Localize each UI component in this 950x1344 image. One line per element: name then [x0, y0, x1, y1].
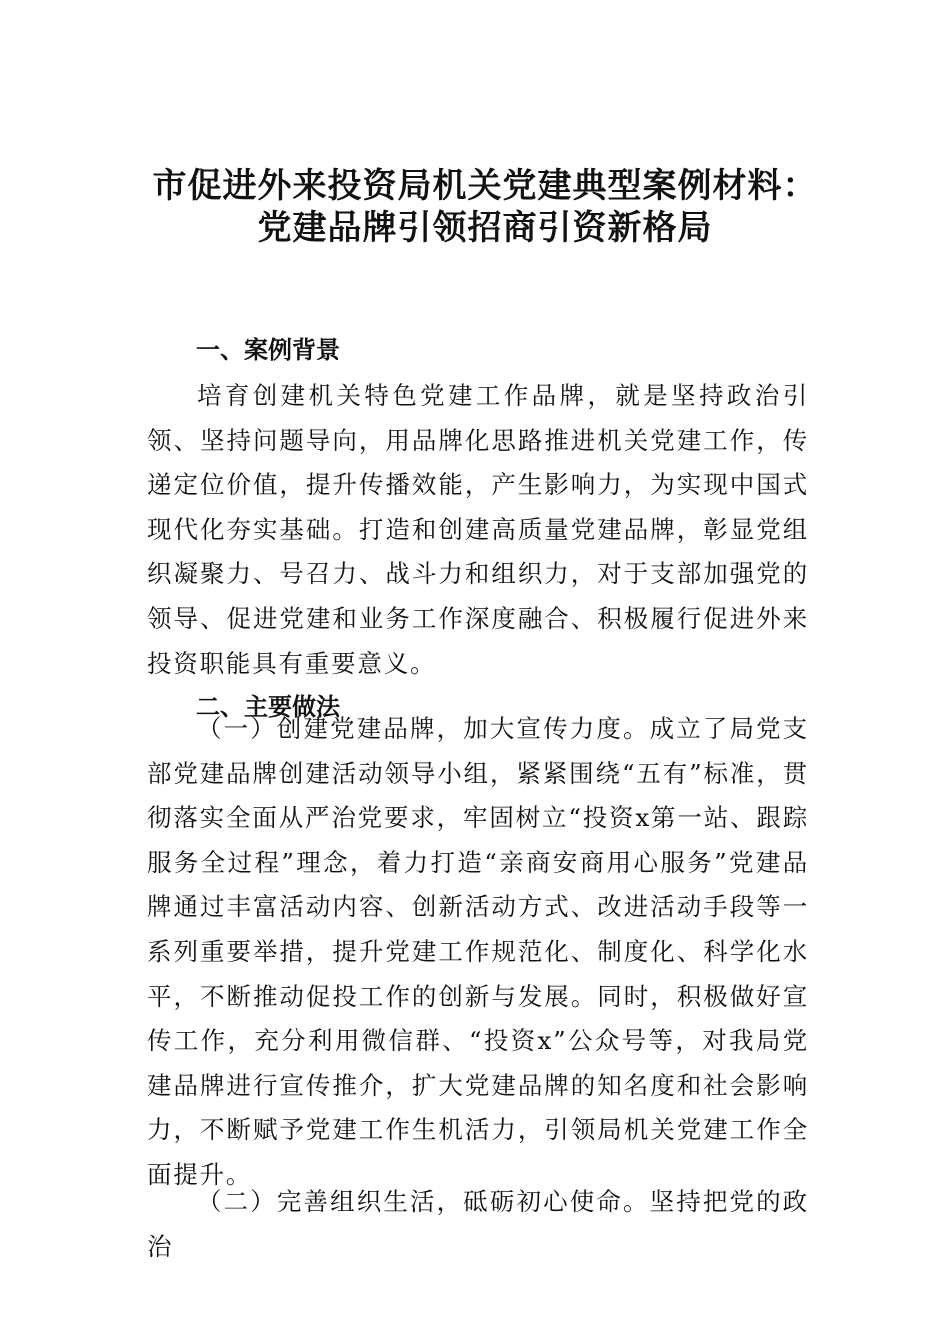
background-paragraph: 培育创建机关特色党建工作品牌，就是坚持政治引领、坚持问题导向，用品牌化思路推进机关党建工作，传递定位价值，提升传播效能，产生影响力，为实现中国式现代化夯实基础。打造和创建高质量党建品牌，彰显党组织凝聚力、号召力、战斗力和组织力，对于支部加强党的领导、促进党建和业务工作深度融合、积极履行促进外来投资职能具有重要意义。	[147, 381, 809, 678]
section-heading-main-practices: 二、主要做法	[196, 693, 340, 721]
practice-paragraph-2-lead: （二）完善组织生活，砥砺初心使命。	[197, 1187, 650, 1216]
practice-paragraph-1-text: 成立了局党支部党建品牌创建活动领导小组，紧紧围绕“五有”标准，贯彻落实全面从严治党要求，牢固树立“投资x第一站、跟踪服务全过程”理念，着力打造“亲商安商用心服务”党建品牌通过丰富活动内容、创新活动方式、改进活动手段等一系列重要举措，提升党建工作规范化、制度化、科学化水平，不断推动促投工作的创新与发展。同时，积极做好宣传工作，充分利用微信群、“投资x”公众号等，对我局党建品牌进行宣传推介，扩大党建品牌的知名度和社会影响力，不断赋予党建工作生机活力，引领局机关党建工作全面提升。	[147, 714, 809, 1189]
practice-paragraph-2-text: 坚持把党的政治	[147, 1187, 809, 1261]
document-title-line-1: 市促进外来投资局机关党建典型案例材料：	[152, 166, 818, 206]
practice-paragraph-1	[147, 707, 809, 1198]
document-title-line-2: 党建品牌引领招商引资新格局	[257, 208, 713, 248]
practice-paragraph-1-lead: （一）创建党建品牌，加大宣传力度。	[197, 714, 650, 743]
section-heading-background: 一、案例背景	[196, 336, 340, 364]
practice-paragraph-2	[147, 1180, 809, 1269]
